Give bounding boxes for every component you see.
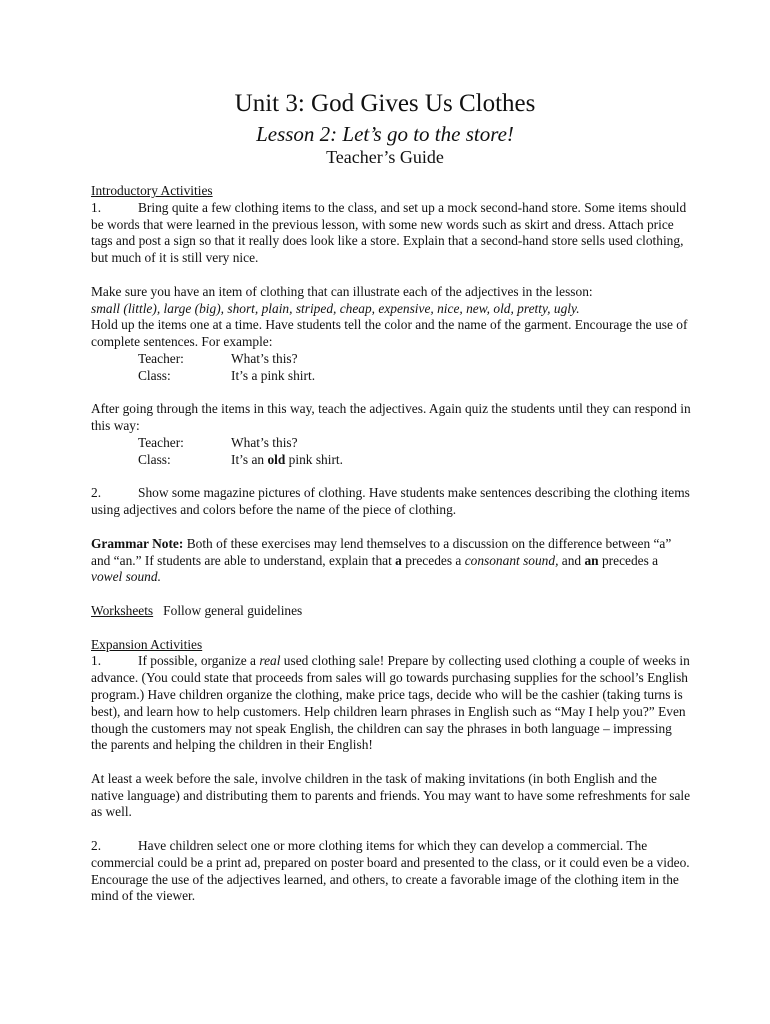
expansion-item-1-text: If possible, organize a xyxy=(138,653,260,669)
dialog-line-start: It’s an xyxy=(231,451,268,467)
vowel-sound-text: vowel sound. xyxy=(91,569,161,585)
worksheets-line xyxy=(91,603,691,620)
page-title: Unit 3: God Gives Us Clothes xyxy=(234,90,536,117)
dialog-row xyxy=(91,452,691,469)
invitations-paragraph: At least a week before the sale, involve children in the task of making invitations (in both English and the native language) and distributing them to parents and friends. You may want to have some refreshments for sale as well. xyxy=(91,770,691,820)
item-number: 1. xyxy=(91,199,102,215)
dialog-line-end: pink shirt. xyxy=(285,451,343,467)
intro-item-2 xyxy=(91,485,691,519)
grammar-note-label: Grammar Note: xyxy=(91,535,184,551)
dialog-row xyxy=(91,368,691,385)
dialog-row xyxy=(91,351,691,368)
bold-word-old: old xyxy=(267,451,286,467)
dialog-row xyxy=(91,435,691,452)
item-number: 2. xyxy=(91,838,102,854)
intro-item-2-text: Show some magazine pictures of clothing. Have students make sentences describing the clothing items using adjectives and colors before the name of the piece of clothing. xyxy=(91,485,690,518)
dialog-speaker: Teacher: xyxy=(138,434,184,450)
consonant-sound-text: consonant sound, xyxy=(464,552,559,568)
grammar-note xyxy=(91,536,691,586)
dialog-line: What’s this? xyxy=(231,434,298,450)
expansion-activities-heading: Expansion Activities xyxy=(91,636,203,652)
quiz-paragraph: After going through the items in this way, teach the adjectives. Again quiz the students until they can respond in this way: xyxy=(91,401,691,434)
lesson-subtitle: Lesson 2: Let’s go to the store! xyxy=(256,122,514,146)
item-number: 2. xyxy=(91,485,102,501)
expansion-item-1 xyxy=(91,653,691,754)
guide-label: Teacher’s Guide xyxy=(326,147,444,167)
dialog-line xyxy=(231,452,343,469)
dialog-speaker: Class: xyxy=(138,451,171,467)
intro-item-1 xyxy=(91,200,691,267)
worksheets-heading: Worksheets xyxy=(91,602,154,618)
expansion-item-1-text: used clothing sale! Prepare by collecting used clothing a couple of weeks in advance. (You could state that proceeds from sales will go towards purchasing supplies for the school’s English program.) Have children organize the clothing, make price tags, decide who will be the cashier (taking turns is best), and learn how to help customers. Help children learn phrases in English such as “May I help you?” Even though the customers may not speak English, the children can say the phrases in both language – impressing the parents and helping the children in their English! xyxy=(91,653,690,753)
grammar-text: precedes a xyxy=(401,552,465,568)
grammar-text: precedes a xyxy=(598,552,659,568)
dialog-line: What’s this? xyxy=(231,350,298,366)
expansion-item-2-text: Have children select one or more clothing items for which they can develop a commercial. The commercial could be a print ad, prepared on poster board and presented to the class, or it could even be a video. Encourage the use of the adjectives learned, and others, to create a favorable image of the clothing item in the mind of the viewer. xyxy=(91,838,690,904)
adjectives-instructions: Hold up the items one at a time. Have students tell the color and the name of the garment. Encourage the use of complete sentences. For example: xyxy=(91,317,688,350)
introductory-activities-heading: Introductory Activities xyxy=(91,183,213,198)
expansion-item-2 xyxy=(91,838,691,905)
document-body xyxy=(91,183,691,905)
bold-an: an xyxy=(584,552,599,568)
dialog-speaker: Class: xyxy=(138,367,171,383)
dialog-speaker: Teacher: xyxy=(138,350,184,366)
bold-a: a xyxy=(395,552,402,568)
intro-item-1-text: Bring quite a few clothing items to the class, and set up a mock second-hand store. Some items should be words that were learned in the previous lesson, with some new words such as skirt and dress. Attach price tags and post a sign so that it really does look like a store. Explain that a second-hand store sells used clothing, but much of it is still very nice. xyxy=(91,199,687,266)
grammar-text: and xyxy=(558,552,585,568)
dialog-line: It’s a pink shirt. xyxy=(231,367,316,383)
adjectives-intro-text: Make sure you have an item of clothing that can illustrate each of the adjectives in the lesson: xyxy=(91,283,593,299)
grammar-text: Both of these exercises may lend themselves to a discussion on the difference between “a” and “an.” If students are able to understand, explain that xyxy=(91,535,672,568)
item-number: 1. xyxy=(91,653,102,669)
adjectives-paragraph xyxy=(91,284,691,351)
italic-real: real xyxy=(259,653,281,669)
worksheets-text: Follow general guidelines xyxy=(153,602,303,618)
adjectives-list: small (little), large (big), short, plain, striped, cheap, expensive, nice, new, old, pretty, ugly. xyxy=(91,300,580,316)
